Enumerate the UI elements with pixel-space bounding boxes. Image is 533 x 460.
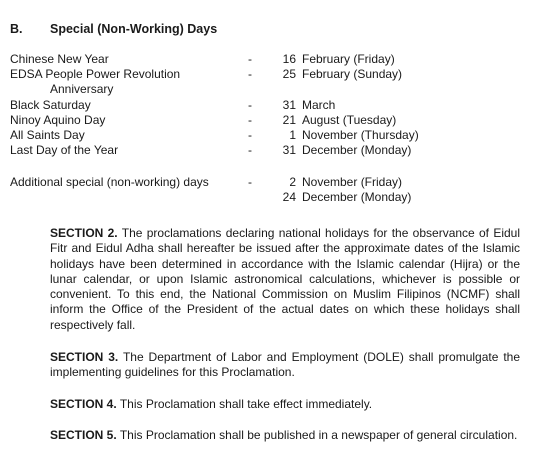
section-text: This Proclamation shall take effect immediately.	[119, 397, 373, 411]
holiday-name: Black Saturday	[10, 98, 91, 112]
section-paragraph	[10, 350, 520, 381]
holiday-name: Ninoy Aquino Day	[10, 113, 106, 127]
section-text: The Department of Labor and Employment (DOLE) shall promulgate the implementing guidelines for this Proclamation.	[50, 350, 521, 380]
section-b-heading	[10, 22, 217, 36]
holiday-name: Chinese New Year	[10, 52, 109, 66]
section-label: SECTION 5.	[50, 428, 117, 442]
additional-row	[10, 175, 520, 190]
holiday-row	[10, 52, 520, 67]
holiday-day: 21	[282, 113, 296, 127]
holiday-row	[10, 113, 520, 128]
holiday-day: 31	[282, 143, 296, 157]
holiday-day: 16	[282, 52, 296, 66]
section-text: The proclamations declaring national holidays for the observance of Eidul Fitr and Eidul Adha shall hereafter be issued after the approximate dates of the Islamic holidays have been determined in accordance with the Islamic calendar (Hijra) or the lunar calendar, or upon Islamic astronomical calculations, whichever is possible or convenient. To this end, the National Commission on Muslim Filipinos (NCMF) shall inform the Office of the President of the actual dates on which these holidays shall respectively fall.	[50, 226, 521, 332]
holiday-date: August (Tuesday)	[302, 113, 397, 127]
holiday-name: Last Day of the Year	[10, 143, 119, 157]
holiday-date: February (Sunday)	[302, 67, 403, 81]
section-label: SECTION 4.	[50, 397, 117, 411]
holiday-dash: -	[248, 128, 252, 142]
additional-day: 24	[282, 190, 296, 204]
additional-dash: -	[248, 175, 252, 189]
holiday-dash: -	[248, 98, 252, 112]
holiday-row	[10, 143, 520, 158]
additional-name: Additional special (non-working) days	[10, 175, 209, 189]
section-paragraph	[10, 226, 520, 333]
additional-day: 2	[289, 175, 296, 189]
holiday-dash: -	[248, 52, 252, 66]
holiday-name: EDSA People Power Revolution	[10, 67, 181, 81]
section-label: SECTION 2.	[50, 226, 118, 240]
holiday-date: February (Friday)	[302, 52, 395, 66]
section-letter: B.	[10, 22, 23, 36]
holiday-name-continued: Anniversary	[50, 82, 114, 96]
additional-row	[10, 190, 520, 205]
holiday-date: December (Monday)	[302, 143, 412, 157]
holiday-dash: -	[248, 143, 252, 157]
section-paragraph	[10, 397, 520, 412]
additional-date: November (Friday)	[302, 175, 403, 189]
holiday-row	[10, 82, 520, 97]
additional-date: December (Monday)	[302, 190, 412, 204]
section-label: SECTION 3.	[50, 350, 119, 364]
holiday-row	[10, 128, 520, 143]
holiday-name: All Saints Day	[10, 128, 85, 142]
holiday-dash: -	[248, 67, 252, 81]
holiday-day: 31	[282, 98, 296, 112]
holiday-day: 1	[289, 128, 296, 142]
holiday-row	[10, 67, 520, 82]
section-text: This Proclamation shall be published in a newspaper of general circulation.	[119, 428, 518, 442]
section-paragraph	[10, 428, 520, 443]
holiday-date: November (Thursday)	[302, 128, 419, 142]
holiday-row	[10, 98, 520, 113]
holiday-dash: -	[248, 113, 252, 127]
holiday-day: 25	[282, 67, 296, 81]
section-title: Special (Non-Working) Days	[50, 22, 218, 36]
holiday-date: March	[302, 98, 336, 112]
